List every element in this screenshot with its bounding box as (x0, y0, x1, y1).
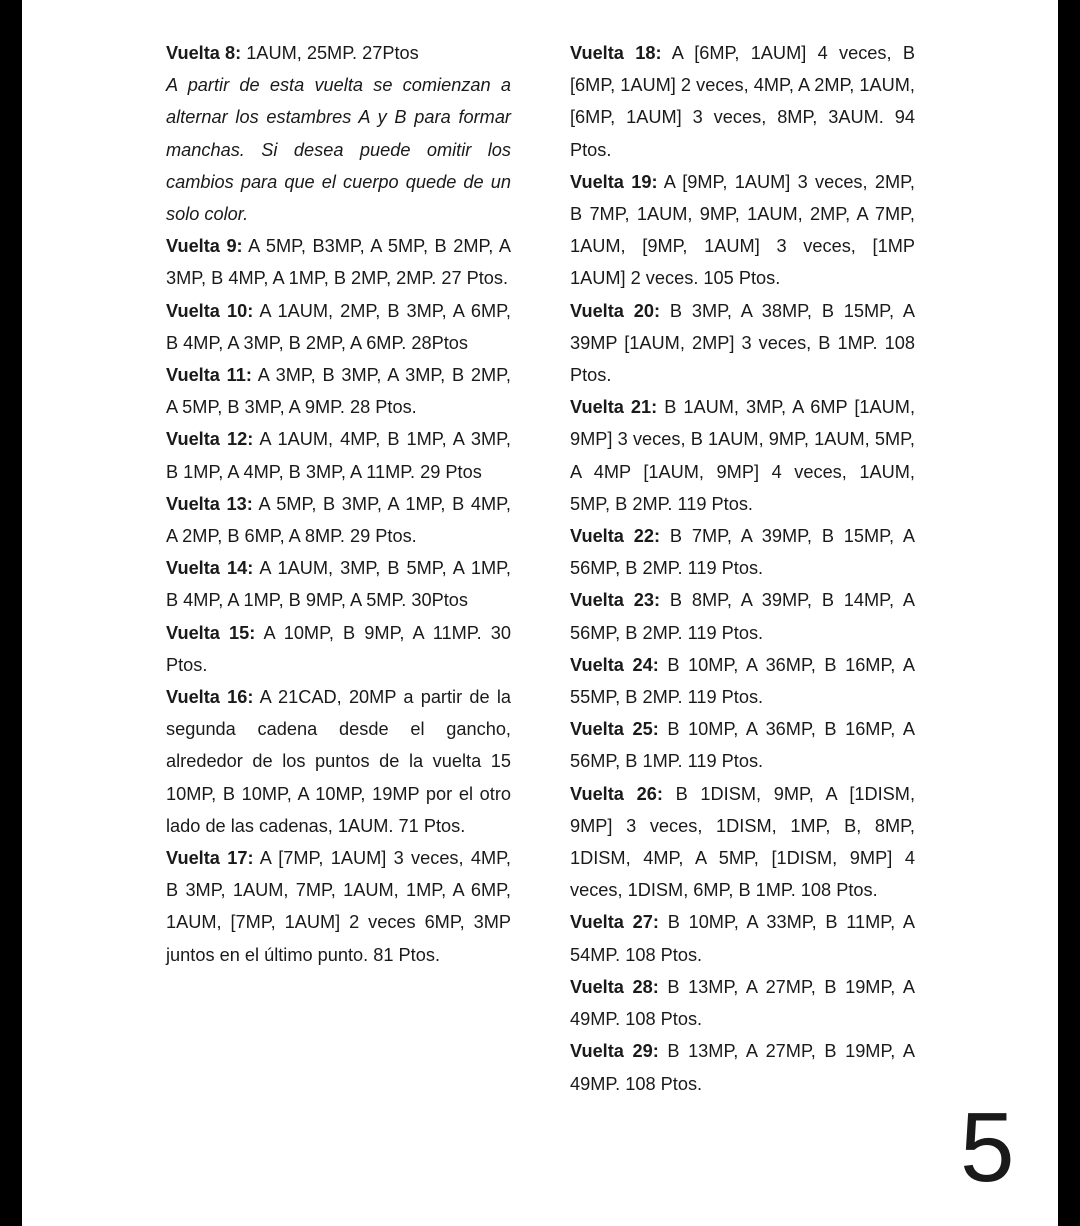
round-label: Vuelta 25: (570, 719, 659, 740)
right-column (570, 37, 915, 1100)
round-instructions: B 1DISM, 9MP, A [1DISM, 9MP] 3 veces, 1DISM, 1MP, B, 8MP, 1DISM, 4MP, A 5MP, [1DISM, 9MP] 4 veces, 1DISM, 6MP, B 1MP. 108 Ptos. (570, 783, 916, 901)
round-label: Vuelta 20: (570, 300, 661, 321)
round-instructions: A 3MP, B 3MP, A 3MP, B 2MP, A 5MP, B 3MP, A 9MP. 28 Ptos. (166, 365, 511, 418)
round-paragraph (166, 37, 511, 69)
round-paragraph (166, 359, 511, 423)
round-label: Vuelta 9: (166, 236, 243, 257)
round-instructions: A [9MP, 1AUM] 3 veces, 2MP, B 7MP, 1AUM, 9MP, 1AUM, 2MP, A 7MP, 1AUM, [9MP, 1AUM] 3 veces, [1MP 1AUM] 2 veces. 105 Ptos. (570, 171, 915, 289)
color-change-note: A partir de esta vuelta se comienzan a alternar los estambres A y B para formar manchas. Si desea puede omitir los cambios para que el cuerpo quede de un solo color. (166, 75, 511, 225)
round-paragraph (570, 971, 915, 1035)
round-instructions: 1AUM, 25MP. 27Ptos (241, 43, 419, 63)
round-paragraph (570, 295, 915, 392)
round-instructions: B 13MP, A 27MP, B 19MP, A 49MP. 108 Ptos. (570, 976, 915, 1030)
round-label: Vuelta 12: (166, 429, 254, 450)
round-instructions: B 13MP, A 27MP, B 19MP, A 49MP. 108 Ptos. (570, 1041, 915, 1094)
round-paragraph (570, 520, 915, 584)
round-instructions: A 21CAD, 20MP a partir de la segunda cadena desde el gancho, alrededor de los puntos de la vuelta 15 10MP, B 10MP, A 10MP, 19MP por el otro lado de las cadenas, 1AUM. 71 Ptos. (166, 687, 511, 836)
round-instructions: A 1AUM, 4MP, B 1MP, A 3MP, B 1MP, A 4MP, B 3MP, A 11MP. 29 Ptos (166, 429, 511, 482)
left-column (166, 37, 511, 971)
round-paragraph (166, 681, 511, 842)
page-number: 5 (960, 1092, 1015, 1202)
round-instructions: A [7MP, 1AUM] 3 veces, 4MP, B 3MP, 1AUM, 7MP, 1AUM, 1MP, A 6MP, 1AUM, [7MP, 1AUM] 2 veces 6MP, 3MP juntos en el último punto. 81 Ptos. (166, 848, 511, 965)
round-label: Vuelta 19: (570, 171, 658, 192)
document-page (22, 0, 1058, 1226)
round-instructions: A 5MP, B3MP, A 5MP, B 2MP, A 3MP, B 4MP, A 1MP, B 2MP, 2MP. 27 Ptos. (166, 236, 511, 289)
round-instructions: A 1AUM, 3MP, B 5MP, A 1MP, B 4MP, A 1MP, B 9MP, A 5MP. 30Ptos (166, 558, 511, 611)
round-label: Vuelta 18: (570, 43, 662, 63)
round-paragraph (166, 617, 511, 681)
round-instructions: A 1AUM, 2MP, B 3MP, A 6MP, B 4MP, A 3MP, B 2MP, A 6MP. 28Ptos (166, 300, 511, 353)
round-paragraph (570, 166, 915, 295)
round-paragraph (570, 584, 915, 648)
round-paragraph (166, 842, 511, 971)
round-label: Vuelta 10: (166, 300, 254, 321)
round-label: Vuelta 26: (570, 783, 663, 804)
round-paragraph (570, 391, 915, 520)
round-instructions: A 5MP, B 3MP, A 1MP, B 4MP, A 2MP, B 6MP, A 8MP. 29 Ptos. (166, 493, 511, 547)
round-label: Vuelta 14: (166, 558, 254, 579)
round-paragraph (570, 906, 915, 970)
round-label: Vuelta 13: (166, 493, 253, 514)
round-paragraph (166, 230, 511, 294)
round-label: Vuelta 21: (570, 397, 658, 418)
round-paragraph (570, 649, 915, 713)
round-paragraph (570, 37, 915, 166)
round-instructions: A 10MP, B 9MP, A 11MP. 30 Ptos. (166, 622, 512, 675)
round-label: Vuelta 11: (166, 365, 252, 386)
round-label: Vuelta 8: (166, 43, 242, 63)
round-paragraph (166, 423, 511, 487)
round-paragraph (166, 295, 511, 359)
round-label: Vuelta 24: (570, 654, 659, 675)
round-label: Vuelta 16: (166, 687, 254, 708)
round-paragraph (570, 778, 915, 907)
round-instructions: B 10MP, A 36MP, B 16MP, A 55MP, B 2MP. 119 Ptos. (570, 654, 915, 708)
round-instructions: B 1AUM, 3MP, A 6MP [1AUM, 9MP] 3 veces, B 1AUM, 9MP, 1AUM, 5MP, A 4MP [1AUM, 9MP] 4 veces, 1AUM, 5MP, B 2MP. 119 Ptos. (570, 397, 915, 514)
round-paragraph (166, 552, 511, 616)
round-paragraph (570, 1035, 915, 1099)
round-instructions: B 3MP, A 38MP, B 15MP, A 39MP [1AUM, 2MP] 3 veces, B 1MP. 108 Ptos. (570, 300, 915, 386)
round-instructions: B 10MP, A 36MP, B 16MP, A 56MP, B 1MP. 119 Ptos. (570, 719, 915, 772)
round-label: Vuelta 28: (570, 976, 659, 997)
round-label: Vuelta 15: (166, 622, 256, 643)
round-label: Vuelta 22: (570, 526, 661, 547)
round-instructions: B 7MP, A 39MP, B 15MP, A 56MP, B 2MP. 119 Ptos. (570, 526, 915, 579)
round-instructions: B 10MP, A 33MP, B 11MP, A 54MP. 108 Ptos. (570, 912, 916, 965)
round-label: Vuelta 17: (166, 848, 254, 869)
round-instructions: B 8MP, A 39MP, B 14MP, A 56MP, B 2MP. 119 Ptos. (570, 590, 915, 643)
round-paragraph (166, 488, 511, 552)
round-paragraph (570, 713, 915, 777)
round-label: Vuelta 27: (570, 912, 659, 933)
round-instructions: A [6MP, 1AUM] 4 veces, B [6MP, 1AUM] 2 veces, 4MP, A 2MP, 1AUM, [6MP, 1AUM] 3 veces, 8MP, 3AUM. 94 Ptos. (570, 43, 915, 160)
round-label: Vuelta 23: (570, 590, 661, 611)
round-label: Vuelta 29: (570, 1041, 659, 1062)
